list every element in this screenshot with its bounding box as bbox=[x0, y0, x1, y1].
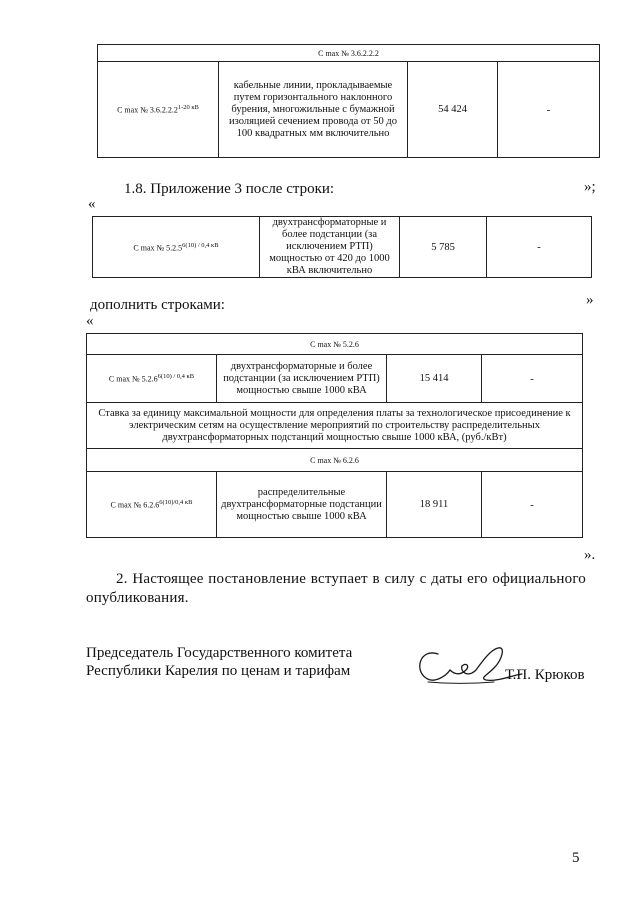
closing-quote-semicolon: »; bbox=[584, 179, 596, 195]
table-3-description-cell-2: распределительные двухтрансформаторные подстанции мощностью свыше 1000 кВА bbox=[217, 472, 387, 538]
page-number: 5 bbox=[572, 850, 580, 866]
table-3-code-cell-2: С max № $6.2.6^{6(10)/0,4 кВ}$ bbox=[87, 472, 217, 538]
table-3-dash-cell-2: - bbox=[482, 472, 583, 538]
table-3-description-cell-1: двухтрансформаторные и более подстанции (за исключением РТП) мощностью свыше 1000 кВА bbox=[217, 355, 387, 403]
table-3-dash-cell-1: - bbox=[482, 355, 583, 403]
table-3-note-row: Ставка за единицу максимальной мощности для определения платы за технологическое присоединение к электрическим сетям на осуществление мероприятий по строительству распределительных двухтрансформаторных подстанций мощностью свыше 1000 кВА, (руб./кВт) bbox=[87, 403, 583, 449]
table-1 bbox=[97, 44, 600, 158]
table-3-code-cell-1: С max № $5.2.6^{6(10) / 0,4 кВ}$ bbox=[87, 355, 217, 403]
table-3-header-2: С max № 6.2.6 bbox=[87, 449, 583, 472]
section-1-8-heading: 1.8. Приложение 3 после строки: bbox=[124, 181, 335, 197]
add-rows-text: дополнить строками: bbox=[90, 297, 225, 313]
closing-quote-1: » bbox=[586, 292, 594, 308]
table-3-value-cell-2: 18 911 bbox=[387, 472, 482, 538]
table-3-value-cell-1: 15 414 bbox=[387, 355, 482, 403]
table-1-code-cell: С max № $3.6.2.2.2^{1-20 кВ}$ bbox=[98, 62, 219, 158]
closing-quote-dot: ». bbox=[584, 547, 596, 563]
table-1-value-cell: 54 424 bbox=[408, 62, 498, 158]
signatory-name: Т.П. Крюков bbox=[505, 667, 585, 683]
table-1-description-cell: кабельные линии, прокладываемые путем горизонтального наклонного бурения, многожильные с бумажной изоляцией сечением провода от 50 до 100 квадратных мм включительно bbox=[219, 62, 408, 158]
table-1-dash-cell: - bbox=[498, 62, 600, 158]
opening-quote-1: « bbox=[88, 196, 96, 212]
table-2-code-cell: С max № $5.2.5^{6(10) / 0,4 кВ}$ bbox=[93, 217, 260, 278]
signatory-title-line-2: Республики Карелия по ценам и тарифам bbox=[86, 663, 351, 679]
table-2-dash-cell: - bbox=[487, 217, 592, 278]
table-2-description-cell: двухтрансформаторные и более подстанции (за исключением РТП) мощностью от 420 до 1000 кВА включительно bbox=[260, 217, 400, 278]
signatory-title-line-1: Председатель Государственного комитета bbox=[86, 645, 353, 661]
opening-quote-2: « bbox=[86, 313, 94, 329]
paragraph-2: 2. Настоящее постановление вступает в силу с даты его официального опубликования. bbox=[86, 571, 586, 606]
handwritten-signature bbox=[410, 640, 525, 692]
table-1-header: С max № 3.6.2.2.2 bbox=[98, 45, 600, 62]
table-2 bbox=[92, 216, 592, 278]
table-2-value-cell: 5 785 bbox=[400, 217, 487, 278]
table-3 bbox=[86, 333, 583, 538]
table-3-header-1: С max № 5.2.6 bbox=[87, 334, 583, 355]
